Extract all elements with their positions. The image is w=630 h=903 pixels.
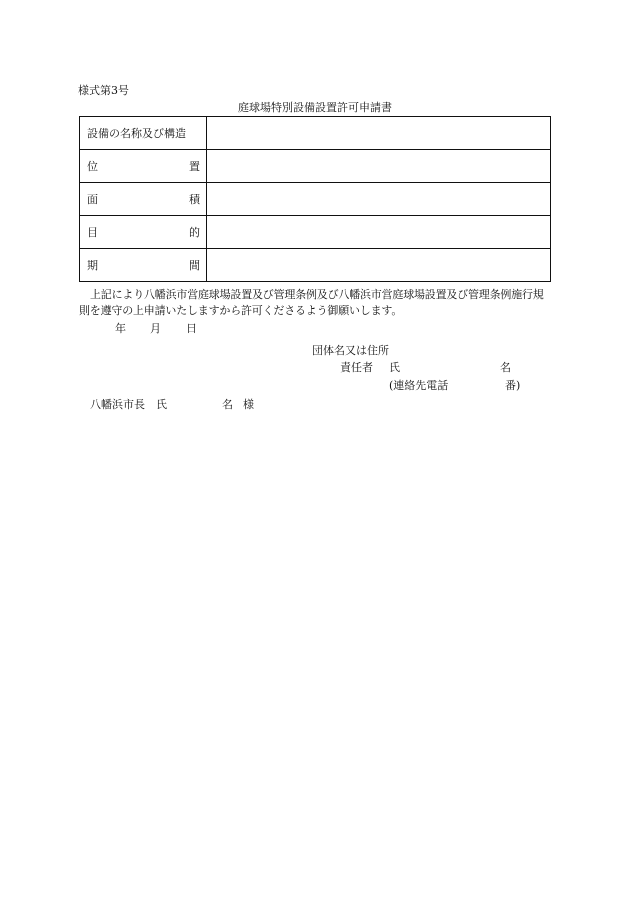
- representative-name-head: 氏: [389, 361, 400, 374]
- label-char: 間: [189, 259, 200, 272]
- label-char: 置: [189, 160, 200, 173]
- label-char: 面: [87, 193, 98, 206]
- addressee-label: 八幡浜市長 氏: [90, 398, 167, 411]
- table-row: [80, 183, 551, 216]
- table-row: [80, 117, 551, 150]
- date-month-label: 月: [150, 322, 161, 335]
- addressee-honorific: 様: [243, 398, 254, 411]
- label-text: 設備の名称及び構造: [87, 127, 186, 140]
- form-number: 様式第3号: [78, 84, 129, 97]
- document-title: 庭球場特別設備設置許可申請書: [238, 101, 392, 114]
- label-char: 積: [189, 193, 200, 206]
- value-cell-period[interactable]: [207, 249, 551, 282]
- row-label-period: [80, 249, 207, 282]
- label-char: 期: [87, 259, 98, 272]
- date-day-label: 日: [186, 322, 197, 335]
- date-year-label: 年: [115, 322, 126, 335]
- contact-phone-label: (連絡先電話: [389, 379, 449, 392]
- representative-name-tail: 名: [500, 361, 511, 374]
- row-label-area: [80, 183, 207, 216]
- value-cell-facility[interactable]: [207, 117, 551, 150]
- label-char: 位: [87, 160, 98, 173]
- value-cell-area[interactable]: [207, 183, 551, 216]
- representative-label: 責任者: [340, 361, 373, 374]
- value-cell-purpose[interactable]: [207, 216, 551, 249]
- row-label-purpose: [80, 216, 207, 249]
- table-row: [80, 216, 551, 249]
- application-table: [79, 116, 551, 282]
- table-row: [80, 249, 551, 282]
- organization-label: 団体名又は住所: [312, 344, 389, 357]
- label-char: 的: [189, 226, 200, 239]
- contact-phone-suffix: 番): [505, 379, 521, 392]
- table-row: [80, 150, 551, 183]
- label-char: 目: [87, 226, 98, 239]
- addressee-name-tail: 名: [222, 398, 233, 411]
- row-label-facility: [80, 117, 207, 150]
- row-label-location: [80, 150, 207, 183]
- statement-text: 上記により八幡浜市営庭球場設置及び管理条例及び八幡浜市営庭球場設置及び管理条例施行規則を遵守の上申請いたしますから許可くださるよう御願いします。: [79, 288, 544, 317]
- value-cell-location[interactable]: [207, 150, 551, 183]
